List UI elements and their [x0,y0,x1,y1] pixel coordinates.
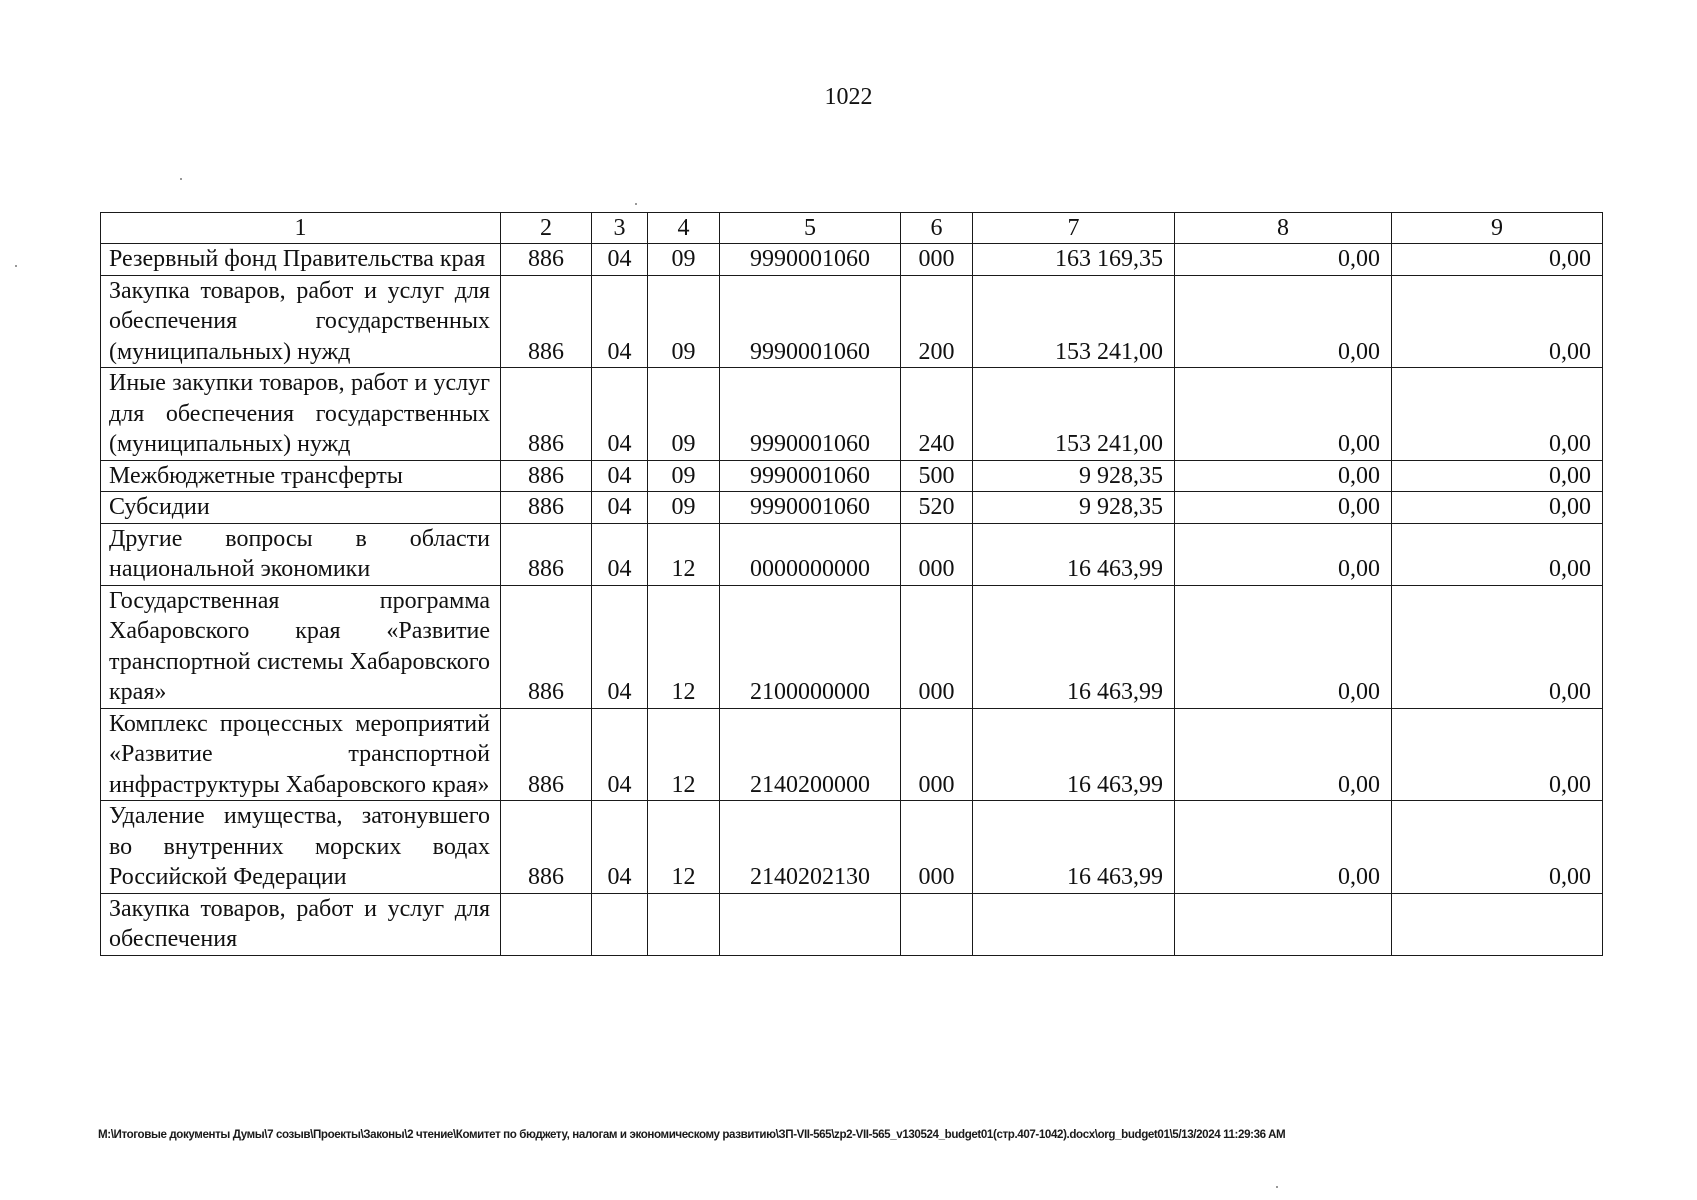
table-row [101,893,1603,955]
amount-col9-cell: 0,00 [1392,275,1603,368]
amount-col7-cell: 9 928,35 [973,460,1175,492]
scan-speck [1276,1186,1278,1188]
ministry-code-cell: 886 [501,275,592,368]
amount-col8-cell: 0,00 [1175,585,1392,708]
section-code-cell [592,893,648,955]
section-code-cell: 04 [592,801,648,894]
section-code-cell: 04 [592,492,648,524]
table-row [101,244,1603,276]
amount-col9-cell: 0,00 [1392,708,1603,801]
row-title-cell: Закупка товаров, работ и услуг для обеспечения [101,893,501,955]
subsection-code-cell: 09 [648,368,720,461]
amount-col7-cell: 16 463,99 [973,708,1175,801]
table-header-row [101,213,1603,244]
subsection-code-cell [648,893,720,955]
amount-col7-cell: 153 241,00 [973,368,1175,461]
row-title-cell: Резервный фонд Правительства края [101,244,501,276]
table-row [101,492,1603,524]
section-code-cell: 04 [592,275,648,368]
column-header-8: 8 [1175,213,1392,244]
amount-col9-cell: 0,00 [1392,368,1603,461]
section-code-cell: 04 [592,523,648,585]
expense-type-code-cell: 000 [901,585,973,708]
amount-col8-cell: 0,00 [1175,368,1392,461]
target-article-code-cell: 9990001060 [720,460,901,492]
expense-type-code-cell: 200 [901,275,973,368]
target-article-code-cell: 9990001060 [720,368,901,461]
amount-col7-cell: 153 241,00 [973,275,1175,368]
amount-col7-cell: 16 463,99 [973,585,1175,708]
amount-col9-cell: 0,00 [1392,492,1603,524]
target-article-code-cell [720,893,901,955]
ministry-code-cell: 886 [501,523,592,585]
expense-type-code-cell: 240 [901,368,973,461]
table-row [101,523,1603,585]
ministry-code-cell: 886 [501,492,592,524]
subsection-code-cell: 12 [648,708,720,801]
amount-col9-cell: 0,00 [1392,460,1603,492]
page-number: 1022 [824,84,873,110]
subsection-code-cell: 12 [648,523,720,585]
column-header-4: 4 [648,213,720,244]
expense-type-code-cell: 500 [901,460,973,492]
ministry-code-cell: 886 [501,585,592,708]
subsection-code-cell: 12 [648,801,720,894]
amount-col7-cell: 16 463,99 [973,801,1175,894]
column-header-6: 6 [901,213,973,244]
column-header-5: 5 [720,213,901,244]
row-title-cell: Субсидии [101,492,501,524]
target-article-code-cell: 9990001060 [720,244,901,276]
ministry-code-cell: 886 [501,368,592,461]
amount-col9-cell: 0,00 [1392,244,1603,276]
target-article-code-cell: 2140202130 [720,801,901,894]
column-header-3: 3 [592,213,648,244]
ministry-code-cell: 886 [501,708,592,801]
scan-speck [180,178,182,180]
row-title-cell: Удаление имущества, затонувшего во внутренних морских водах Российской Федерации [101,801,501,894]
amount-col8-cell [1175,893,1392,955]
row-title-cell: Межбюджетные трансферты [101,460,501,492]
amount-col8-cell: 0,00 [1175,244,1392,276]
ministry-code-cell: 886 [501,460,592,492]
ministry-code-cell [501,893,592,955]
table-row [101,708,1603,801]
amount-col8-cell: 0,00 [1175,492,1392,524]
subsection-code-cell: 09 [648,492,720,524]
subsection-code-cell: 09 [648,244,720,276]
table-row [101,801,1603,894]
scan-speck [635,203,637,205]
amount-col7-cell: 16 463,99 [973,523,1175,585]
column-header-1: 1 [101,213,501,244]
column-header-2: 2 [501,213,592,244]
column-header-7: 7 [973,213,1175,244]
section-code-cell: 04 [592,708,648,801]
subsection-code-cell: 09 [648,275,720,368]
amount-col8-cell: 0,00 [1175,708,1392,801]
budget-table [100,212,1603,956]
subsection-code-cell: 12 [648,585,720,708]
expense-type-code-cell: 000 [901,801,973,894]
expense-type-code-cell: 000 [901,523,973,585]
amount-col9-cell: 0,00 [1392,801,1603,894]
section-code-cell: 04 [592,585,648,708]
amount-col8-cell: 0,00 [1175,460,1392,492]
row-title-cell: Закупка товаров, работ и услуг для обеспечения государственных (муниципальных) нужд [101,275,501,368]
row-title-cell: Комплекс процессных мероприятий «Развитие транспортной инфраструктуры Хабаровского края» [101,708,501,801]
section-code-cell: 04 [592,244,648,276]
expense-type-code-cell: 000 [901,244,973,276]
subsection-code-cell: 09 [648,460,720,492]
table-row [101,368,1603,461]
expense-type-code-cell [901,893,973,955]
amount-col7-cell [973,893,1175,955]
row-title-cell: Иные закупки товаров, работ и услуг для обеспечения государственных (муниципальных) нужд [101,368,501,461]
amount-col8-cell: 0,00 [1175,801,1392,894]
target-article-code-cell: 2140200000 [720,708,901,801]
row-title-cell: Государственная программа Хабаровского края «Развитие транспортной системы Хабаровского края» [101,585,501,708]
row-title-cell: Другие вопросы в области национальной экономики [101,523,501,585]
target-article-code-cell: 9990001060 [720,275,901,368]
ministry-code-cell: 886 [501,244,592,276]
amount-col9-cell: 0,00 [1392,523,1603,585]
table-row [101,275,1603,368]
amount-col8-cell: 0,00 [1175,523,1392,585]
table-row [101,460,1603,492]
scan-speck [15,265,17,267]
target-article-code-cell: 0000000000 [720,523,901,585]
amount-col8-cell: 0,00 [1175,275,1392,368]
section-code-cell: 04 [592,368,648,461]
target-article-code-cell: 2100000000 [720,585,901,708]
footer-file-path: M:\Итоговые документы Думы\7 созыв\Проекты\Законы\2 чтение\Комитет по бюджету, налогам и экономическому развитию\ЗП-VII-565\zp2-VII-565_v130524_budget01(стр.407-1042).docx\org_budget01\5/13/2024 11:29:36 AM [98,1128,1286,1141]
expense-type-code-cell: 000 [901,708,973,801]
section-code-cell: 04 [592,460,648,492]
expense-type-code-cell: 520 [901,492,973,524]
amount-col9-cell [1392,893,1603,955]
amount-col9-cell: 0,00 [1392,585,1603,708]
amount-col7-cell: 9 928,35 [973,492,1175,524]
column-header-9: 9 [1392,213,1603,244]
table-row [101,585,1603,708]
target-article-code-cell: 9990001060 [720,492,901,524]
ministry-code-cell: 886 [501,801,592,894]
amount-col7-cell: 163 169,35 [973,244,1175,276]
